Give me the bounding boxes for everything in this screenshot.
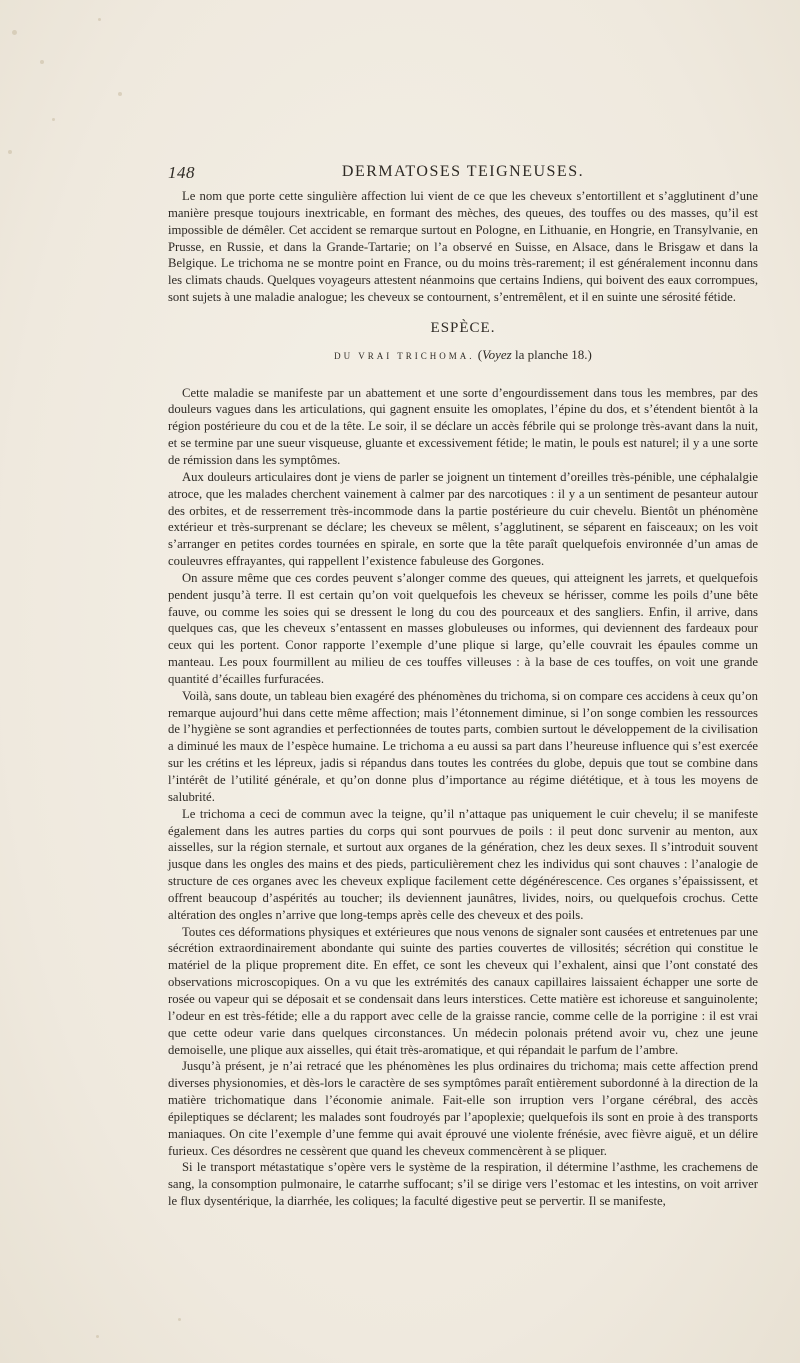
subheading-paren: (	[477, 346, 483, 362]
section-subheading	[168, 347, 758, 365]
foxing-spot	[98, 18, 101, 21]
subheading-prefix: DU VRAI TRICHOMA.	[334, 350, 475, 361]
paragraph: Cette maladie se manifeste par un abattement et une sorte d’engourdissement dans tous les membres, par des douleurs vagues dans les articulations, qui gagnent ensuite les omoplates, l’épine du dos, et s’étendent bientôt à la région postérieure du cou et de la tête. Le soir, il se déclare un accès fébrile qui se prolonge très-avant dans la nuit, et se termine par une sueur visqueuse, gluante et excessivement fétide; le matin, le pouls est naturel; il y a une sorte de rémission dans les symptômes.	[168, 385, 758, 467]
foxing-spot	[40, 60, 44, 64]
section-heading: ESPÈCE.	[430, 319, 496, 336]
page-number: 148	[168, 163, 195, 182]
paragraph: On assure même que ces cordes peuvent s’alonger comme des queues, qui atteignent les jarrets, et quelquefois pendent jusqu’à terre. Il est certain qu’on voit quelquefois les cheveux se hérisser, comme les poils d’une bête fauve, ou comme les soies qui se dressent le long du cou des pourceaux et des sangliers. Enfin, il arrive, dans quelques cas, que les cheveux s’entassent en masses globuleuses ou informes, qui deviennent des fardeaux pour ceux qui les portent. Conor rapporte l’exemple d’une plique si large, qu’elle couvrait les épaules comme un manteau. Les poux fourmillent au milieu de ces touffes villeuses : à la base de ces touffes, on voit une grande quantité d’écailles furfuracées.	[168, 570, 758, 686]
subheading-plate-ref: la planche 18.)	[515, 346, 592, 362]
foxing-spot	[52, 118, 55, 121]
paragraph: Aux douleurs articulaires dont je viens de parler se joignent un tintement d’oreilles très-pénible, une céphalalgie atroce, que les malades cherchent vainement à calmer par des narcotiques : il y a un sentiment de pesanteur autour des orbites, et de resserrement très-incommode dans la partie postérieure du cuir chevelu. Bientôt un phénomène extérieur et très-surprenant se déclare; les cheveux se mêlent, s’agglutinent, se séparent en faisceaux; on les voit s’arranger en petites cordes tournées en spirale, en sorte que la tête paraît quelquefois environnée d’un amas de couleuvres effrayantes, qui rappellent l’existence fabuleuse des Gorgones.	[168, 469, 758, 569]
running-title: DERMATOSES TEIGNEUSES.	[341, 163, 585, 180]
intro-paragraph: Le nom que porte cette singulière affection lui vient de ce que les cheveux s’entortillent et s’agglutinent d’une manière presque toujours inextricable, en formant des mèches, des queues, des touffes ou des masses, qu’il est impossible de démêler. Cet accident se remarque surtout en Pologne, en Lithuanie, en Hongrie, en Transylvanie, en Prusse, en Russie, et dans la Grande-Tartarie; on l’a observé en Suisse, en Alsace, dans le Brisgaw et dans la Belgique. Le trichoma ne se montre point en France, ou du moins très-rarement; il est généralement inconnu dans les climats chauds. Quelques voyageurs attestent néanmoins que certains Indiens, qui boivent des eaux corrompues, sont sujets à une maladie analogue; les cheveux se contournent, s’entremêlent, et il en suinte une sérosité fétide.	[168, 189, 758, 305]
foxing-spot	[178, 1318, 181, 1321]
paragraph: Voilà, sans doute, un tableau bien exagéré des phénomènes du trichoma, si on compare ces accidens à ceux qu’on remarque aujourd’hui dans cette même affection; mais l’étonnement diminue, si l’on songe combien les ressources de l’hygiène se sont agrandies et perfectionnées de toutes parts, combien surtout le développement de la civilisation a diminué les maux de l’espèce humaine. Le trichoma a eu aussi sa part dans l’heureuse influence qui s’est exercée sur les crétins et les lépreux, jadis si répandus dans toutes les contrées du globe, depuis que tout se combine dans l’intérêt de l’utilité générale, et qu’on donne plus d’importance au régime diététique, et à tous les moyens de salubrité.	[168, 688, 758, 804]
body-text	[168, 188, 758, 1210]
foxing-spot	[118, 92, 122, 96]
foxing-spot	[12, 30, 17, 35]
foxing-spot	[8, 150, 12, 154]
paragraph: Toutes ces déformations physiques et extérieures que nous venons de signaler sont causées et entretenues par une sécrétion extraordinairement abondante qui suinte des parties couvertes de villosités; sécrétion qui constitue le matériel de la plique proprement dite. En effet, ce sont les cheveux qui l’exhalent, ainsi que l’ont constaté des observations microscopiques. On a vu que les extrémités des canaux capillaires laissaient échapper une sorte de rosée ou vapeur qui se déposait et se condensait dans leurs interstices. Cette matière est ichoreuse et sanguinolente; l’odeur en est très-fétide; elle a du rapport avec celle de la graisse rancie, comme celle de la porrigine : il est vrai que cette odeur varie dans quelques circonstances. Un médecin polonais prétend avoir vu, chez une jeune demoiselle, une plique aux aisselles, qui était très-aromatique, et qui répandait le parfum de l’ambre.	[168, 924, 758, 1057]
subheading-voyez: Voyez	[482, 346, 512, 362]
paragraph: Le trichoma a ceci de commun avec la teigne, qu’il n’attaque pas uniquement le cuir chevelu; il se manifeste également dans les autres parties du corps qui sont pourvues de poils : il peut donc survenir au menton, aux aisselles, sur la région sternale, et surtout aux organes de la génération, chez les deux sexes. Il s’introduit souvent jusque dans les ongles des mains et des pieds, particulièrement chez les individus qui sont chauves : l’analogie de structure de ces organes avec les cheveux explique facilement cette dégénérescence. Ces organes s’épaississent, et offrent beaucoup d’aspérités au toucher; ils deviennent jaunâtres, livides, noirs, ou quelquefois crochus. Cette altération des ongles n’arrive que long-temps après celle des cheveux et des poils.	[168, 806, 758, 922]
foxing-spot	[96, 1335, 99, 1338]
paragraph: Si le transport métastatique s’opère vers le système de la respiration, il détermine l’asthme, les crachemens de sang, la consomption pulmonaire, le catarrhe suffocant; s’il se dirige vers l’estomac et les intestins, on voit arriver le flux dysentérique, la diarrhée, les coliques; la faculté digestive peut se pervertir. Il se manifeste,	[168, 1160, 758, 1209]
page-header	[168, 163, 758, 187]
paragraph: Jusqu’à présent, je n’ai retracé que les phénomènes les plus ordinaires du trichoma; mais cette affection prend diverses physionomies, et dès-lors le caractère de ses symptômes paraît entièrement subordonné à la direction de la matière trichomatique dans l’économie animale. Fait-elle son irruption vers l’organe cérébral, des accès épileptiques se déclarent; les malades sont foudroyés par l’apoplexie; quelquefois ils sont en proie à des transports maniaques. On cite l’exemple d’une femme qui avait éprouvé une violente frénésie, avec fièvre aiguë, et un délire furieux. Ces désordres ne cessèrent que quand les cheveux commencèrent à se pliquer.	[168, 1059, 758, 1158]
